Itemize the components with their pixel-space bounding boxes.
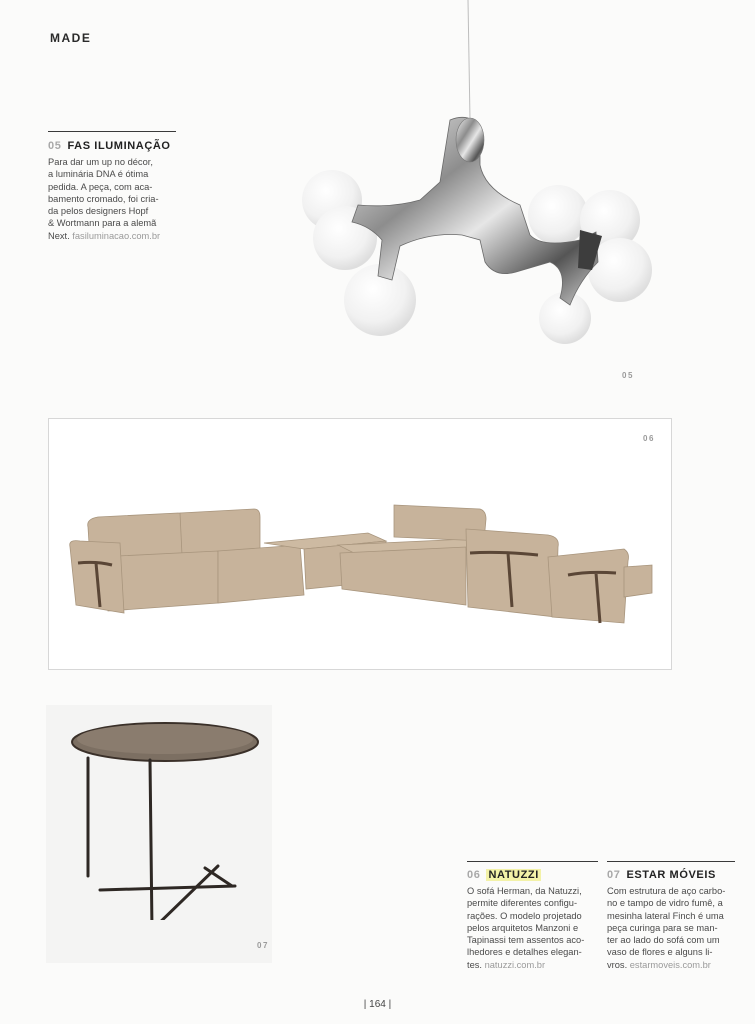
item06-line-last: tes. natuzzi.com.br (467, 959, 546, 970)
item07-number: 07 (607, 869, 621, 881)
sofa-seat (340, 547, 466, 605)
item07-line: Com estrutura de aço carbo- (607, 886, 726, 896)
item06-heading (467, 869, 541, 881)
item06-line: pelos arquitetos Manzoni e (467, 922, 579, 933)
item07-rule (607, 861, 735, 862)
side-table-image (60, 720, 270, 920)
item05-line: pedida. A peça, com aca- (48, 181, 153, 192)
cable (468, 0, 470, 120)
chrome-canopy (456, 118, 484, 162)
sofa-seat (218, 545, 304, 603)
item06-line: O sofá Herman, da Natuzzi, (467, 886, 582, 896)
item07-line-last: vros. estarmoveis.com.br (607, 959, 711, 970)
item05-line-last: Next. fasiluminacao.com.br (48, 230, 161, 241)
item06-url[interactable]: natuzzi.com.br (484, 959, 546, 970)
item07-url[interactable]: estarmoveis.com.br (629, 959, 711, 970)
item05-url[interactable]: fasiluminacao.com.br (72, 230, 161, 241)
item07-line: ter ao lado do sofá com um (607, 935, 720, 946)
section-label: MADE (50, 31, 92, 45)
item05-line: Para dar um up no décor, (48, 157, 153, 167)
item06-line: permite diferentes configu- (467, 898, 578, 909)
item06-image-label: 06 (643, 434, 655, 443)
globe (528, 185, 588, 245)
item05-number: 05 (48, 140, 62, 152)
chandelier-image (280, 0, 680, 370)
table-leg (150, 760, 152, 920)
table-base-bar (152, 866, 218, 920)
item05-line: bamento cromado, foi cria- (48, 193, 159, 204)
sofa-image (68, 495, 658, 635)
item07-line: mesinha lateral Finch é uma (607, 910, 724, 921)
item07-description (607, 885, 735, 971)
item05-line: & Wortmann para a alemã (48, 218, 157, 229)
item05-brand: FAS ILUMINAÇÃO (67, 140, 171, 152)
item05-description (48, 156, 176, 242)
sofa-module (548, 549, 629, 623)
item07-image-label: 07 (257, 941, 269, 950)
item06-line: Tapinassi tem assentos aco- (467, 935, 585, 946)
item06-number: 06 (467, 869, 481, 881)
item07-line: peça curinga para se man- (607, 922, 718, 933)
item07-heading (607, 869, 716, 881)
sofa-backrest (180, 509, 260, 555)
item05-image-label: 05 (622, 371, 634, 380)
item07-line: no e tampo de vidro fumê, a (607, 898, 723, 909)
item05-line: da pelos designers Hopf (48, 206, 149, 217)
item05-rule (48, 131, 176, 132)
item06-rule (467, 861, 598, 862)
item06-brand: NATUZZI (488, 869, 539, 881)
table-base-bar (100, 886, 235, 890)
item06-line: lhedores e detalhes elegan- (467, 947, 582, 958)
item06-description (467, 885, 598, 971)
item05-line: a luminária DNA é ótima (48, 169, 149, 180)
table-top-highlight (77, 724, 253, 754)
sofa-ottoman (624, 565, 652, 597)
table-base-bar (205, 868, 232, 886)
item06-line: rações. O modelo projetado (467, 910, 582, 921)
item07-line: vaso de flores e alguns li- (607, 947, 713, 958)
page-number: | 164 | (363, 999, 392, 1010)
item07-brand: ESTAR MÓVEIS (626, 869, 716, 881)
item05-heading (48, 140, 171, 152)
